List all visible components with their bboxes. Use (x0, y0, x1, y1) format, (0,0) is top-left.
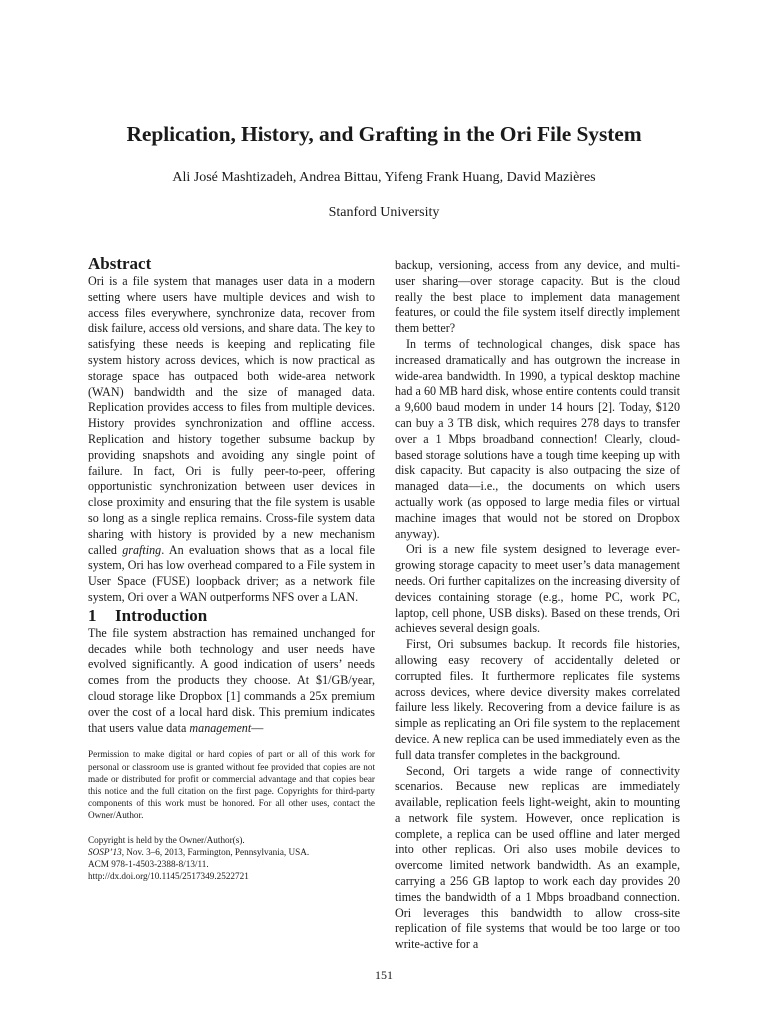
introduction-heading (88, 606, 375, 626)
body-paragraph: Ori is a new file system designed to leverage ever-growing storage capacity to meet user’s data management needs. Ori further capitalizes on the increasing diversity of devices containing storage (e.g., home PC, work PC, laptop, cell phone, USB disks). Based on these trends, Ori achieves several design goals. (395, 542, 680, 636)
isbn-line: ACM 978-1-4503-2388-8/13/11. (88, 858, 209, 869)
intro-paragraph: The file system abstraction has remained unchanged for decades while both technology and user needs have evolved significantly. A good indication of users’ needs comes from the products they choose. At $1/GB/year, cloud storage like Dropbox [1] commands a 25x premium over the cost of a local hard disk. This premium indicates that users value data management— (88, 625, 375, 735)
left-column (88, 254, 375, 882)
section-title: Introduction (115, 605, 208, 625)
page-number: 151 (375, 968, 393, 982)
copyright-holder: Copyright is held by the Owner/Author(s). (88, 834, 245, 845)
body-paragraph: In terms of technological changes, disk space has increased dramatically and has outgrown the increase in wide-area bandwidth. In 1990, a typical desktop machine had a 60 MB hard disk, whose entire contents could transit a 9,600 baud modem in under 14 hours [2]. Today, $120 can buy a 3 TB disk, which requires 278 days to transfer over a 1 Mbps broadband connection! Clearly, cloud-based storage solutions have a tough time keeping up with disk capacity. But capacity is also outpacing the size of managed data—i.e., the documents on which users actually work (as opposed to large media files or virtual machine images that would not be stored on Dropbox anyway). (395, 336, 680, 541)
venue-name: SOSP’13 (88, 846, 122, 857)
affiliation: Stanford University (328, 205, 440, 220)
abstract-text: Ori is a file system that manages user data in a modern setting where users have multiple devices and wish to access files everywhere, synchronize data, recover from disk failure, access old versions, and share data. The key to satisfying these needs is keeping and replicating file system history across devices, which is now practical as storage space has outpaced both wide-area network (WAN) bandwidth and the size of managed data. Replication provides access to files from multiple devices. History provides synchronization and offline access. Replication and history together subsume backup by providing snapshots and avoiding any single point of failure. In fact, Ori is fully peer-to-peer, offering opportunistic synchronization between user devices in close proximity and ensuring that the file system is usable so long as a single replica remains. Cross-file system data sharing with history is provided by a new mechanism called grafting. An evaluation shows that as a local file system, Ori has low overhead compared to a File system in User Space (FUSE) loopback driver; as a network file system, Ori over a WAN outperforms NFS over a LAN. (88, 274, 375, 604)
permission-notice: Permission to make digital or hard copies of part or all of this work for personal or classroom use is granted without fee provided that copies are not made or distributed for profit or commercial advantage and that copies bear this notice and the full citation on the first page. Copyrights for third-party components of this work must be honored. For all other uses, contact the Owner/Author. (88, 749, 375, 821)
paper-title: Replication, History, and Grafting in the Ori File System (126, 122, 642, 146)
abstract-heading: Abstract (88, 254, 152, 273)
body-paragraph: backup, versioning, access from any device, and multi-user sharing—over storage capacity. But is the cloud really the best place to implement data management features, or could the file system itself directly implement them better? (395, 258, 680, 336)
right-column (395, 258, 680, 953)
intro-emphasis: management (189, 720, 252, 735)
body-paragraph: Second, Ori targets a wide range of connectivity scenarios. Because new replicas are immediately available, replication feels light-weight, akin to mounting a network file system. However, once replication is complete, a replica can be used offline and later merged into other replicas. Ori also uses mobile devices to overcome limited network bandwidth. As an example, carrying a 256 GB laptop to work each day provides 20 times the bandwidth of a 1 Mbps broadband connection. Ori leverages this bandwidth to allow cross-site replication of file systems that would be too large or too write-active for a (395, 763, 680, 952)
venue-line: SOSP’13, Nov. 3–6, 2013, Farmington, Pennsylvania, USA. (88, 846, 310, 857)
copyright-footnote (88, 748, 375, 882)
body-paragraph: First, Ori subsumes backup. It records file histories, allowing easy recovery of accidentally deleted or corrupted files. It furthermore replicates file systems across devices, where device diversity makes correlated failure less likely. Recovering from a device failure is as simple as replicating an Ori file system to the replacement device. A new replica can be used immediately even as the full data transfer completes in the background. (395, 637, 680, 762)
doi-link[interactable]: http://dx.doi.org/10.1145/2517349.2522721 (88, 871, 249, 882)
author-list: Ali José Mashtizadeh, Andrea Bittau, Yifeng Frank Huang, David Mazières (172, 170, 596, 185)
abstract-emphasis: grafting (122, 542, 162, 557)
section-number: 1 (88, 605, 97, 625)
